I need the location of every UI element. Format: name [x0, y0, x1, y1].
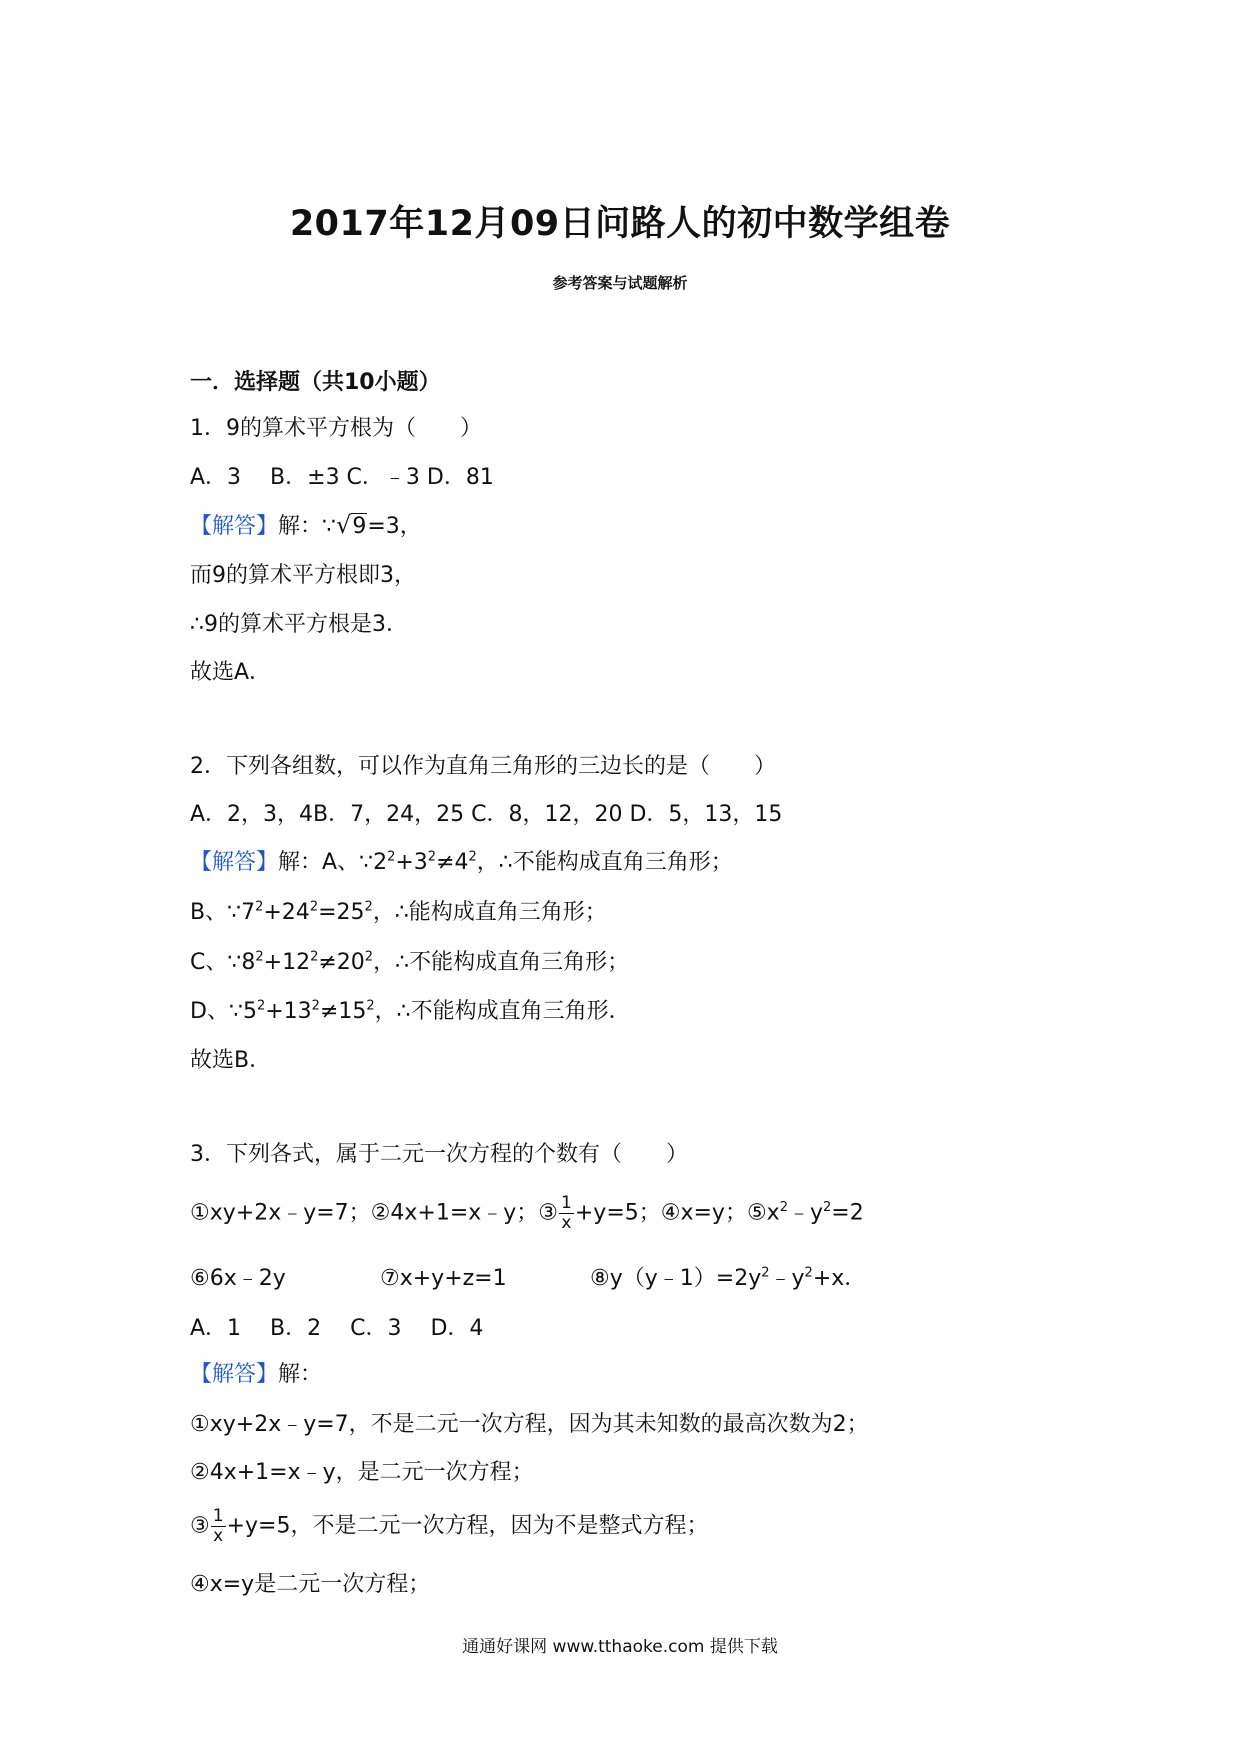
- answer-tag: 【解答】: [190, 1362, 279, 1387]
- answer-tag: 【解答】: [190, 850, 279, 875]
- fraction: $\frac{1}{x}$: [561, 1193, 572, 1233]
- q2-solution-d: D、$\because 5^2+13^2\ne 15^2$，∴不能构成直角三角形．: [190, 998, 631, 1024]
- q3-solution-1: ①xy+2x﹣y=7，不是二元一次方程，因为其未知数的最高次数为2；: [190, 1412, 869, 1437]
- q1-solution-line1: 【解答】解：∵√9=3，: [190, 510, 422, 542]
- section-heading: 一．选择题（共10小题）: [190, 370, 441, 395]
- q1-solution-line2: 而9的算术平方根即3，: [190, 563, 416, 588]
- q3-solution-3: ③ $\frac{1}{x}$ +y=5，不是二元一次方程，因为不是整式方程；: [190, 1506, 709, 1546]
- q1-stem: 1．9的算术平方根为（ ）: [190, 416, 482, 441]
- q3-solution-intro: 【解答】解：: [190, 1362, 323, 1387]
- fraction: $\frac{1}{x}$: [212, 1506, 224, 1546]
- page-subtitle: 参考答案与试题解析: [552, 274, 688, 292]
- q2-stem: 2．下列各组数，可以作为直角三角形的三边长的是（ ）: [190, 754, 776, 779]
- q2-answer: 故选B．: [190, 1048, 272, 1073]
- q3-list-item6: ⑥6x﹣2y: [190, 1266, 286, 1291]
- q3-stem: 3．下列各式，属于二元一次方程的个数有（ ）: [190, 1142, 688, 1167]
- q3-solution-4: ④x=y是二元一次方程；: [190, 1572, 431, 1597]
- page-title: 2017年12月09日问路人的初中数学组卷: [289, 204, 951, 244]
- q2-options: A．2，3，4B．7，24，25 C．8，12，20 D．5，13，15: [190, 802, 783, 827]
- q1-answer: 故选A．: [190, 660, 272, 685]
- q3-list-item8: $⑧y(y﹣1)=2y^2﹣y^2+x$．: [590, 1265, 867, 1291]
- q2-solution-b: B、$\because 7^2+24^2=25^2$，∴能构成直角三角形；: [190, 899, 607, 925]
- q3-solution-2: ②4x+1=x﹣y，是二元一次方程；: [190, 1460, 534, 1485]
- q1-solution-line3: ∴9的算术平方根是3．: [190, 612, 408, 637]
- q3-options: A．1 B．2 C．3 D．4: [190, 1316, 484, 1341]
- sqrt-expression: √9: [336, 511, 367, 539]
- q2-solution-c: C、$\because 8^2+12^2\ne 20^2$，∴不能构成直角三角形；: [190, 949, 630, 975]
- q2-solution-a: 【解答】解：A、$\because 2^2+3^2\ne 4^2$，∴不能构成直角三角形；: [190, 849, 733, 875]
- q3-list-item7: ⑦x+y+z=1: [380, 1266, 507, 1291]
- answer-tag: 【解答】: [190, 514, 279, 539]
- q1-options: A．3 B．±3 C．﹣3 D．81: [190, 465, 494, 490]
- page-footer: 通通好课网 www.tthaoke.com 提供下载: [462, 1637, 778, 1657]
- q3-list-line1: ①xy+2x﹣y=7；②4x+1=x﹣y；③ $\frac{1}{x}$ +y=5；④x=y；$⑤x^2﹣y^2=2$: [190, 1193, 864, 1233]
